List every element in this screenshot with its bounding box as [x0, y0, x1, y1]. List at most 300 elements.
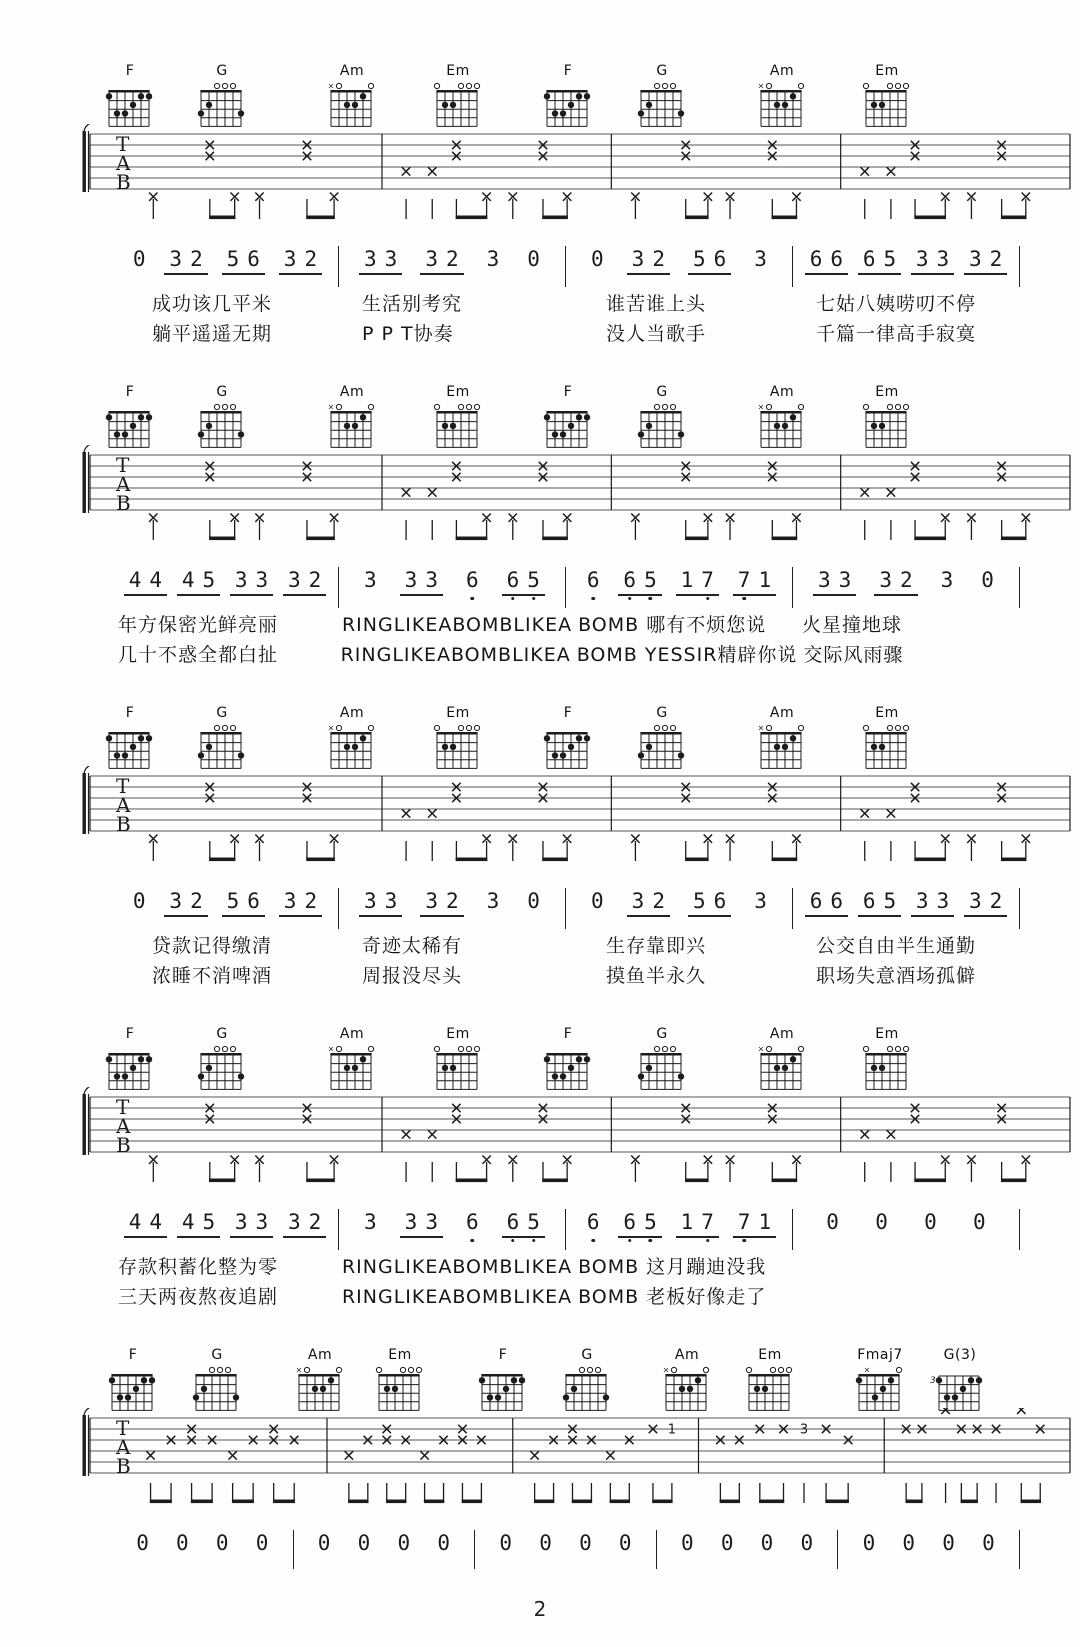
open-string-marker [887, 1046, 892, 1051]
chord-grid-wrap [320, 721, 384, 777]
finger-dot [552, 752, 558, 758]
chord-grid [630, 79, 694, 131]
open-string-marker [466, 404, 471, 409]
finger-dot [125, 1394, 131, 1400]
open-string-marker [400, 1367, 405, 1372]
finger-dot [638, 1073, 644, 1079]
muted-string-marker: × [327, 402, 335, 412]
jianpu-cell [968, 1211, 991, 1236]
finger-dot [114, 110, 120, 116]
bracket-curl [84, 1087, 95, 1094]
system-1 [40, 64, 1040, 347]
bracket-curl [84, 445, 95, 452]
finger-dot [603, 1394, 609, 1400]
lyric-line [112, 291, 1020, 317]
mute-x-mark [861, 809, 869, 817]
chord-diagram [471, 1348, 535, 1419]
jianpu-cell [821, 1211, 844, 1236]
chord-diagram [855, 64, 919, 135]
bracket-curl [84, 766, 95, 773]
jianpu-digit: 3 [287, 1210, 301, 1234]
chord-diagram [98, 64, 162, 135]
finger-dot [519, 1377, 525, 1383]
finger-dot [114, 431, 120, 437]
eighth-beam [306, 1179, 335, 1183]
jianpu-digit: 6 [809, 247, 823, 271]
chord-diagram [848, 1348, 912, 1419]
open-string-marker [368, 1046, 373, 1051]
chord-name: F [563, 63, 573, 79]
jianpu-digit: 3 [631, 889, 645, 913]
eighth-beam [772, 216, 798, 220]
finger-dot [344, 423, 350, 429]
chord-name: Am [769, 63, 795, 79]
eighth-beam [462, 1500, 482, 1504]
open-string-marker [896, 1367, 901, 1372]
jianpu-digit: 0 [499, 1531, 513, 1555]
finger-dot [138, 414, 144, 420]
jianpu-cell [976, 569, 999, 594]
system-4 [40, 1027, 1040, 1310]
mute-x-mark [887, 809, 895, 817]
tab-clef-T: T [116, 132, 130, 156]
chord-grid-wrap [98, 79, 162, 135]
open-string-marker [434, 404, 439, 409]
finger-dot [442, 744, 448, 750]
jianpu-digit: 0 [942, 1531, 955, 1555]
chord-grid [320, 721, 384, 773]
jianpu-cell [482, 890, 505, 915]
open-string-marker [222, 725, 227, 730]
finger-dot [952, 1394, 958, 1400]
open-string-marker [336, 83, 341, 88]
mute-x-mark [228, 1451, 236, 1459]
jianpu-digit: 3 [425, 1210, 438, 1234]
muted-string-marker: × [757, 402, 765, 412]
chord-diagram [368, 1348, 432, 1419]
finger-dot [560, 1073, 566, 1079]
chord-grid [426, 79, 490, 131]
finger-dot [442, 1065, 448, 1071]
jianpu-digit: 3 [283, 247, 297, 271]
eighth-beam [685, 1179, 709, 1183]
chord-grid-wrap [98, 1042, 162, 1098]
chord-name: F [498, 1347, 508, 1363]
jianpu-digit: 5 [883, 247, 897, 271]
jianpu-digit: 0 [618, 1531, 632, 1555]
jianpu-digit: 6 [506, 568, 520, 592]
finger-dot [790, 1056, 796, 1062]
finger-dot [584, 735, 590, 741]
chord-grid [738, 1363, 802, 1415]
jianpu-cell [211, 1532, 234, 1557]
jianpu-digit: 3 [631, 247, 645, 271]
jianpu-bar [339, 246, 566, 287]
chord-grid [426, 1042, 490, 1094]
jianpu-digit: 0 [136, 1531, 149, 1555]
chord-grid-wrap [855, 721, 919, 777]
tab-clef-B: B [116, 1133, 131, 1157]
jianpu-digit: 6 [809, 889, 823, 913]
chord-grid-wrap [368, 1363, 432, 1419]
chord-diagram [98, 385, 162, 456]
chord-name: Em [875, 63, 899, 79]
open-string-marker [336, 1367, 341, 1372]
jianpu-bar [339, 567, 566, 608]
open-string-marker [662, 1046, 667, 1051]
finger-dot [392, 1386, 398, 1392]
finger-dot [106, 414, 112, 420]
tab-clef-A: A [116, 793, 131, 817]
finger-dot [754, 1386, 760, 1392]
open-string-marker [434, 83, 439, 88]
eighth-beam [1001, 216, 1027, 220]
finger-dot [638, 110, 644, 116]
jianpu-cell [716, 1532, 739, 1557]
finger-dot [568, 1065, 574, 1071]
eighth-beam [772, 537, 798, 541]
finger-dot [646, 744, 652, 750]
finger-dot [320, 1386, 326, 1392]
open-string-marker [903, 404, 908, 409]
jianpu-cell [796, 1532, 819, 1557]
finger-dot [511, 1377, 517, 1383]
jianpu-bar [475, 1530, 657, 1569]
jianpu-digit: 4 [128, 1210, 142, 1234]
chord-grid [655, 1363, 719, 1415]
open-string-marker [887, 83, 892, 88]
finger-dot [238, 1073, 244, 1079]
page-number: 2 [533, 1597, 547, 1621]
chord-grid [855, 1042, 919, 1094]
chord-name: Em [446, 705, 470, 721]
chord-grid-wrap [471, 1363, 535, 1419]
tab-staff [82, 766, 1077, 872]
open-string-marker [766, 1046, 771, 1051]
jianpu-digit: 4 [149, 568, 163, 592]
jianpu-digit: 3 [404, 568, 418, 592]
jianpu-cell [676, 569, 719, 596]
chord-grid-wrap [855, 79, 919, 135]
tab-clef-T: T [116, 1416, 130, 1440]
jianpu-cell [222, 890, 265, 917]
tab-clef-T: T [116, 1095, 130, 1119]
jianpu-cell [313, 1532, 336, 1557]
muted-string-marker: × [327, 81, 335, 91]
chord-diagram [928, 1348, 992, 1419]
eighth-beam [1021, 1500, 1041, 1504]
jianpu-digit: 2 [308, 1210, 322, 1234]
finger-dot [352, 423, 358, 429]
finger-dot [976, 1377, 982, 1383]
chord-name: Em [446, 384, 470, 400]
chord-grid-wrap [320, 400, 384, 456]
chord-diagram [855, 1027, 919, 1098]
finger-dot [568, 744, 574, 750]
jianpu-cell [353, 1532, 376, 1557]
finger-dot [138, 1056, 144, 1062]
open-string-marker [654, 1046, 659, 1051]
open-string-marker [222, 404, 227, 409]
finger-dot [638, 431, 644, 437]
chord-grid-wrap [750, 400, 814, 456]
tab-clef-A: A [116, 1435, 131, 1459]
jianpu-digit: 3 [879, 568, 892, 592]
open-string-marker [368, 404, 373, 409]
finger-dot [360, 414, 366, 420]
muted-string-marker: × [757, 1044, 765, 1054]
chord-name: G [216, 705, 228, 721]
chord-position-label: 3 [930, 1376, 936, 1386]
chord-name: Fmaj7 [857, 1347, 903, 1363]
open-string-marker [903, 83, 908, 88]
chord-name: G [656, 705, 668, 721]
jianpu-digit: 6 [465, 568, 479, 592]
finger-dot [544, 414, 550, 420]
jianpu-bar [294, 1530, 476, 1569]
chord-diagram [320, 385, 384, 456]
jianpu-digit: 1 [680, 568, 694, 592]
chord-grid [536, 1042, 600, 1094]
jianpu-digit: 3 [364, 1210, 377, 1234]
jianpu-row [112, 1530, 1020, 1569]
finger-dot [109, 1377, 115, 1383]
chord-grid [536, 721, 600, 773]
chord-name: Em [875, 384, 899, 400]
eighth-beam [1001, 858, 1027, 862]
jianpu-digit: 5 [226, 247, 240, 271]
jianpu-digit: 5 [644, 1210, 657, 1234]
jianpu-digit: 3 [255, 1210, 269, 1234]
jianpu-bar [793, 888, 1020, 929]
eighth-beam [386, 1500, 406, 1504]
finger-dot [122, 1073, 128, 1079]
tab-staff-wrap [82, 445, 1040, 555]
chord-name: Am [307, 1347, 333, 1363]
finger-dot [360, 1056, 366, 1062]
finger-dot [233, 1394, 239, 1400]
chord-name: G(3) [943, 1347, 977, 1363]
finger-dot [114, 752, 120, 758]
eighth-beam [542, 858, 568, 862]
open-string-marker [670, 1046, 675, 1051]
finger-dot [871, 744, 877, 750]
open-string-marker [222, 83, 227, 88]
jianpu-digit: 4 [181, 1210, 195, 1234]
open-string-marker [903, 725, 908, 730]
finger-dot [352, 102, 358, 108]
jianpu-digit: 2 [445, 889, 459, 913]
chord-diagram [185, 1348, 249, 1419]
finger-dot [782, 1065, 788, 1071]
finger-dot [544, 1056, 550, 1062]
mute-x-mark [402, 488, 410, 496]
finger-dot [544, 735, 550, 741]
open-string-marker [654, 404, 659, 409]
jianpu-cell [756, 1532, 779, 1557]
jianpu-bar [339, 888, 566, 929]
lyric-segment: 奇迹太稀有 [362, 935, 463, 957]
open-string-marker [798, 1046, 803, 1051]
jianpu-cell [359, 890, 402, 917]
jianpu-digit: 6 [830, 889, 844, 913]
lyric-segment: 贷款记得缴清 [152, 935, 273, 957]
chord-grid-wrap [738, 1363, 802, 1419]
jianpu-cell [964, 890, 1007, 917]
jianpu-digit: 3 [169, 889, 183, 913]
lyric-segment: 躺平遥遥无期 [152, 323, 273, 345]
chord-grid [288, 1363, 352, 1415]
chord-name: F [125, 705, 135, 721]
eighth-beam [273, 1500, 295, 1504]
jianpu-row [112, 888, 1020, 929]
chord-diagram [738, 1348, 802, 1419]
jianpu-digit: 0 [317, 1531, 331, 1555]
lyric-line [112, 321, 1020, 347]
open-string-marker [336, 1046, 341, 1051]
jianpu-cell [688, 248, 731, 275]
eighth-beam [456, 1179, 488, 1183]
jianpu-digit: 4 [128, 568, 142, 592]
chord-name: G [656, 63, 668, 79]
tab-staff [82, 445, 1077, 551]
mute-x-mark [606, 1451, 614, 1459]
chord-diagram [190, 64, 254, 135]
tab-staff-wrap [82, 1087, 1040, 1197]
open-string-marker [903, 1046, 908, 1051]
jianpu-digit: 0 [579, 1531, 592, 1555]
finger-dot [146, 735, 152, 741]
eighth-beam [685, 537, 709, 541]
finger-dot [149, 1377, 155, 1383]
eighth-beam [150, 1500, 172, 1504]
jianpu-cell [749, 248, 772, 273]
jianpu-digit: 0 [357, 1531, 371, 1555]
chord-grid [368, 1363, 432, 1415]
jianpu-cell [627, 890, 670, 917]
chord-name: Em [446, 1026, 470, 1042]
mute-x-mark [1017, 1408, 1025, 1414]
chord-grid [855, 400, 919, 452]
finger-dot [856, 1377, 862, 1383]
chord-grid [750, 721, 814, 773]
open-string-marker [458, 1046, 463, 1051]
open-string-marker [434, 725, 439, 730]
lyric-segment: 谁苦谁上头 [606, 293, 707, 315]
mute-x-mark [887, 1130, 895, 1138]
jianpu-cell [582, 1211, 605, 1236]
chord-grid-wrap [426, 79, 490, 135]
chord-grid [190, 79, 254, 131]
jianpu-digit: 2 [304, 247, 318, 271]
jianpu-cell [977, 1532, 1000, 1557]
chord-grid-wrap [426, 721, 490, 777]
jianpu-cell [937, 1532, 960, 1557]
jianpu-digit: 0 [176, 1531, 189, 1555]
open-string-marker [863, 1046, 868, 1051]
jianpu-cell [124, 1211, 167, 1238]
finger-dot [360, 735, 366, 741]
eighth-beam [685, 216, 709, 220]
muted-string-marker: × [757, 723, 765, 733]
lyric-line [112, 963, 1020, 989]
lyric-segment: BOMB YESSIR精辟你说 [576, 644, 798, 666]
chord-diagram [855, 706, 919, 777]
finger-dot [678, 110, 684, 116]
chord-diagram [555, 1348, 619, 1419]
mute-x-mark [428, 488, 436, 496]
open-string-marker [786, 1367, 791, 1372]
jianpu-cell [461, 1211, 484, 1236]
jianpu-cell [420, 248, 463, 275]
mute-x-mark [402, 1130, 410, 1138]
jianpu-digit: 2 [445, 247, 459, 271]
jianpu-cell [502, 1211, 545, 1238]
jianpu-bar [112, 246, 339, 287]
eighth-beam [209, 858, 235, 862]
finger-dot [130, 744, 136, 750]
jianpu-row [112, 1209, 1020, 1250]
jianpu-digit: 0 [527, 889, 540, 913]
open-string-marker [336, 404, 341, 409]
finger-dot [328, 1377, 334, 1383]
chord-diagram [655, 1348, 719, 1419]
chord-grid [190, 400, 254, 452]
open-string-marker [766, 404, 771, 409]
chord-diagram [98, 1027, 162, 1098]
jianpu-digit: 5 [883, 889, 897, 913]
lyric-segment: 职场失意酒场孤僻 [816, 965, 977, 987]
open-string-marker [416, 1367, 421, 1372]
chord-name: Am [339, 63, 365, 79]
open-string-marker [474, 83, 479, 88]
chord-grid-wrap [928, 1363, 992, 1419]
jianpu-cell [813, 569, 856, 596]
chord-grid [320, 79, 384, 131]
chord-name: Am [769, 1026, 795, 1042]
eighth-beam [914, 216, 946, 220]
chord-diagram [536, 64, 600, 135]
chord-grid-wrap [750, 1042, 814, 1098]
open-string-marker [798, 725, 803, 730]
finger-dot [782, 102, 788, 108]
open-string-marker [408, 1367, 413, 1372]
jianpu-cell [400, 569, 443, 596]
chord-name: Am [339, 384, 365, 400]
finger-dot [117, 1394, 123, 1400]
eighth-beam [905, 1500, 922, 1504]
tab-clef-A: A [116, 472, 131, 496]
jianpu-digit: 2 [989, 247, 1003, 271]
jianpu-cell [279, 248, 322, 275]
chord-grid-wrap [555, 1363, 619, 1419]
chord-grid-wrap [101, 1363, 165, 1419]
finger-dot [487, 1394, 493, 1400]
jianpu-digit: 6 [586, 1210, 600, 1234]
jianpu-digit: 6 [830, 247, 844, 271]
open-string-marker [230, 404, 235, 409]
open-string-marker [458, 83, 463, 88]
chord-grid-wrap [426, 1042, 490, 1098]
jianpu-bar [657, 1530, 839, 1569]
tab-clef-B: B [116, 491, 131, 515]
finger-dot [944, 1394, 950, 1400]
open-string-marker [209, 1367, 214, 1372]
open-string-marker [770, 1367, 775, 1372]
jianpu-digit: 3 [425, 568, 438, 592]
finger-dot [774, 102, 780, 108]
open-string-marker [579, 1367, 584, 1372]
